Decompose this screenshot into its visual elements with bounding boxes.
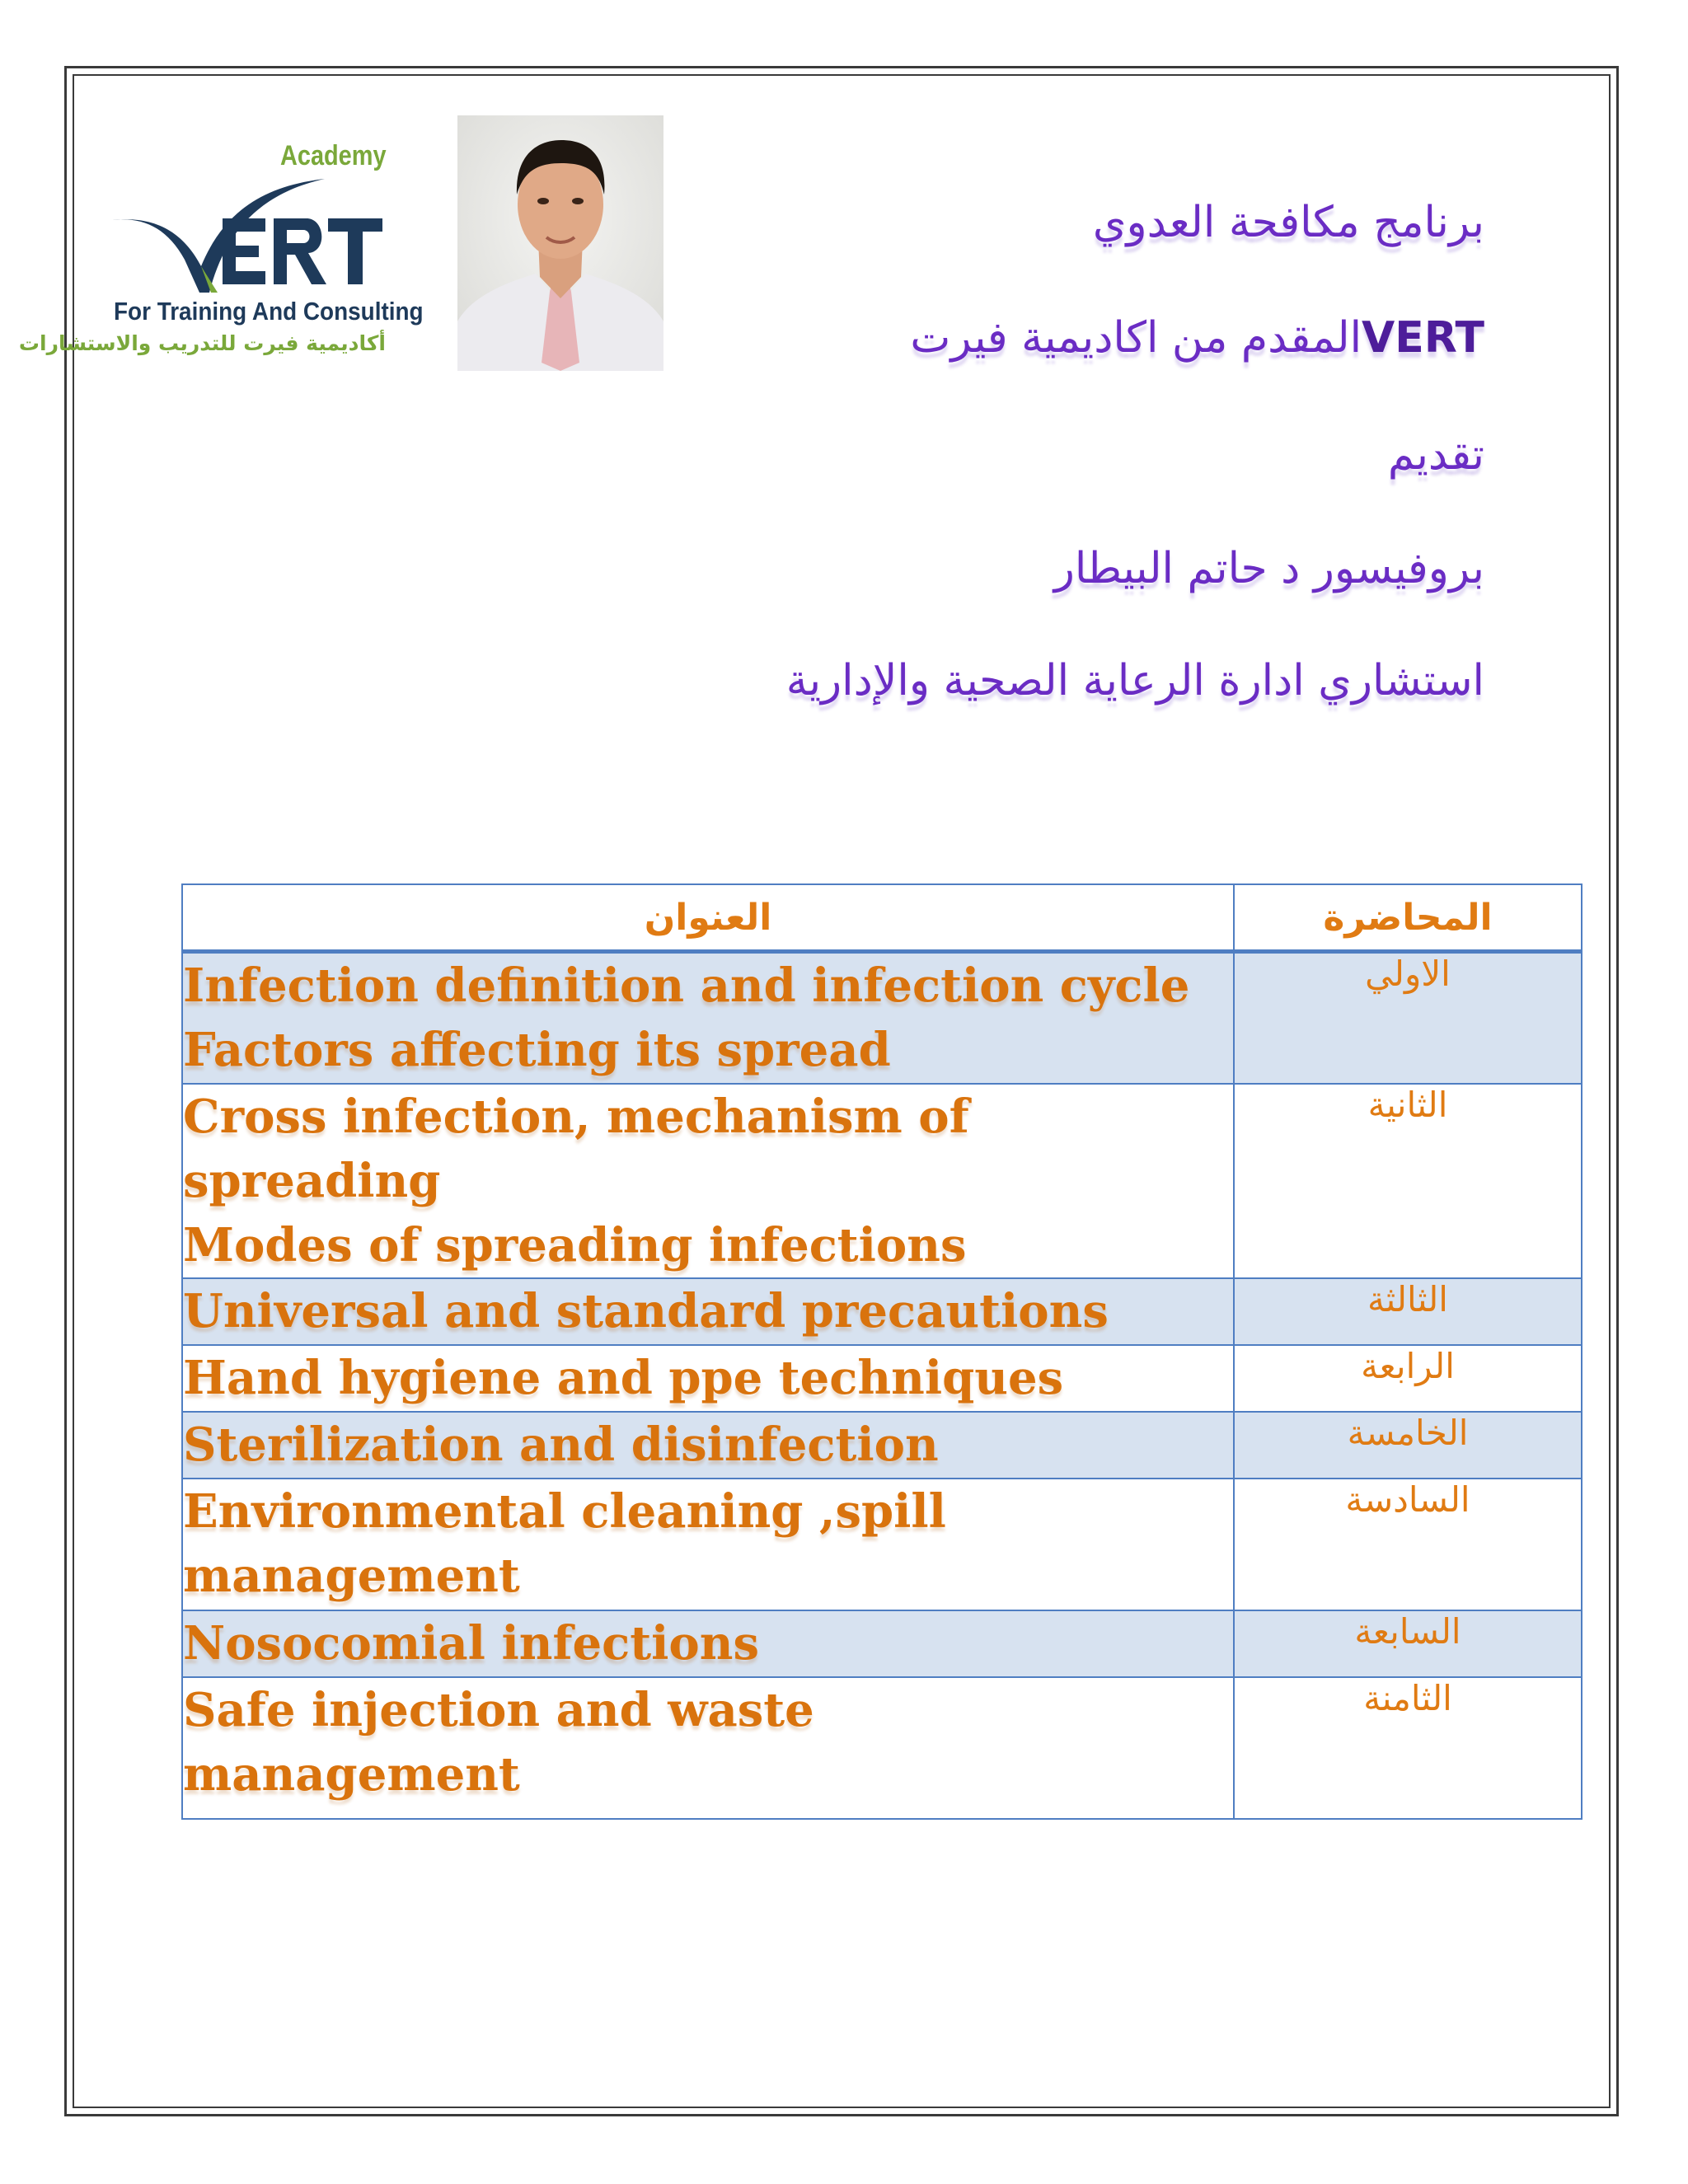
- presenter-photo: [457, 115, 663, 371]
- table-row: [182, 952, 1582, 1084]
- table-row: [182, 1479, 1582, 1610]
- table-row: [182, 1677, 1582, 1819]
- lecture-title: Sterilization and disinfection: [182, 1412, 1234, 1479]
- lectures-table: [181, 883, 1582, 1820]
- presenter-name: بروفيسور د حاتم البيطار: [1053, 544, 1484, 593]
- presenter-title: استشاري ادارة الرعاية الصحية والإدارية: [785, 656, 1484, 705]
- table-row: [182, 1610, 1582, 1677]
- lecture-number: الثامنة: [1234, 1677, 1582, 1819]
- lecture-title: Infection definition and infection cycle Factors affecting its spread: [182, 952, 1234, 1084]
- logo-academy-text: Academy: [280, 140, 387, 171]
- lecture-number: الثالثة: [1234, 1278, 1582, 1345]
- lecture-number: الاولي: [1234, 952, 1582, 1084]
- lecture-title: Hand hygiene and ppe techniques: [182, 1345, 1234, 1412]
- table-row: [182, 1345, 1582, 1412]
- academy-line: [910, 313, 1484, 363]
- lecture-number: السادسة: [1234, 1479, 1582, 1610]
- lecture-title: Nosocomial infections: [182, 1610, 1234, 1677]
- academy-prefix: المقدم من اكاديمية فيرت: [910, 313, 1362, 363]
- header-title: العنوان: [182, 884, 1234, 952]
- academy-brand: VERT: [1362, 313, 1484, 363]
- lecture-number: الثانية: [1234, 1084, 1582, 1278]
- presented-by-label: تقديم: [1387, 430, 1484, 480]
- lecture-title: Universal and standard precautions: [182, 1278, 1234, 1345]
- lecture-title: Safe injection and waste management: [182, 1677, 1234, 1819]
- table-row: [182, 1084, 1582, 1278]
- table-row: [182, 1412, 1582, 1479]
- lecture-title: Environmental cleaning ,spill management: [182, 1479, 1234, 1610]
- lecture-title: Cross infection, mechanism of spreading Modes of spreading infections: [182, 1084, 1234, 1278]
- lecture-number: السابعة: [1234, 1610, 1582, 1677]
- logo-tagline-english: For Training And Consulting: [114, 297, 424, 326]
- table-row: [182, 1278, 1582, 1345]
- vert-logo-mark: [109, 169, 389, 293]
- logo-tagline-arabic: أكاديمية فيرت للتدريب والاستشارات: [18, 331, 386, 355]
- lecture-number: الخامسة: [1234, 1412, 1582, 1479]
- header-lecture: المحاضرة: [1234, 884, 1582, 952]
- program-title: برنامج مكافحة العدوي: [1092, 198, 1484, 247]
- table-header-row: [182, 884, 1582, 952]
- vert-academy-logo: [18, 140, 424, 363]
- lecture-number: الرابعة: [1234, 1345, 1582, 1412]
